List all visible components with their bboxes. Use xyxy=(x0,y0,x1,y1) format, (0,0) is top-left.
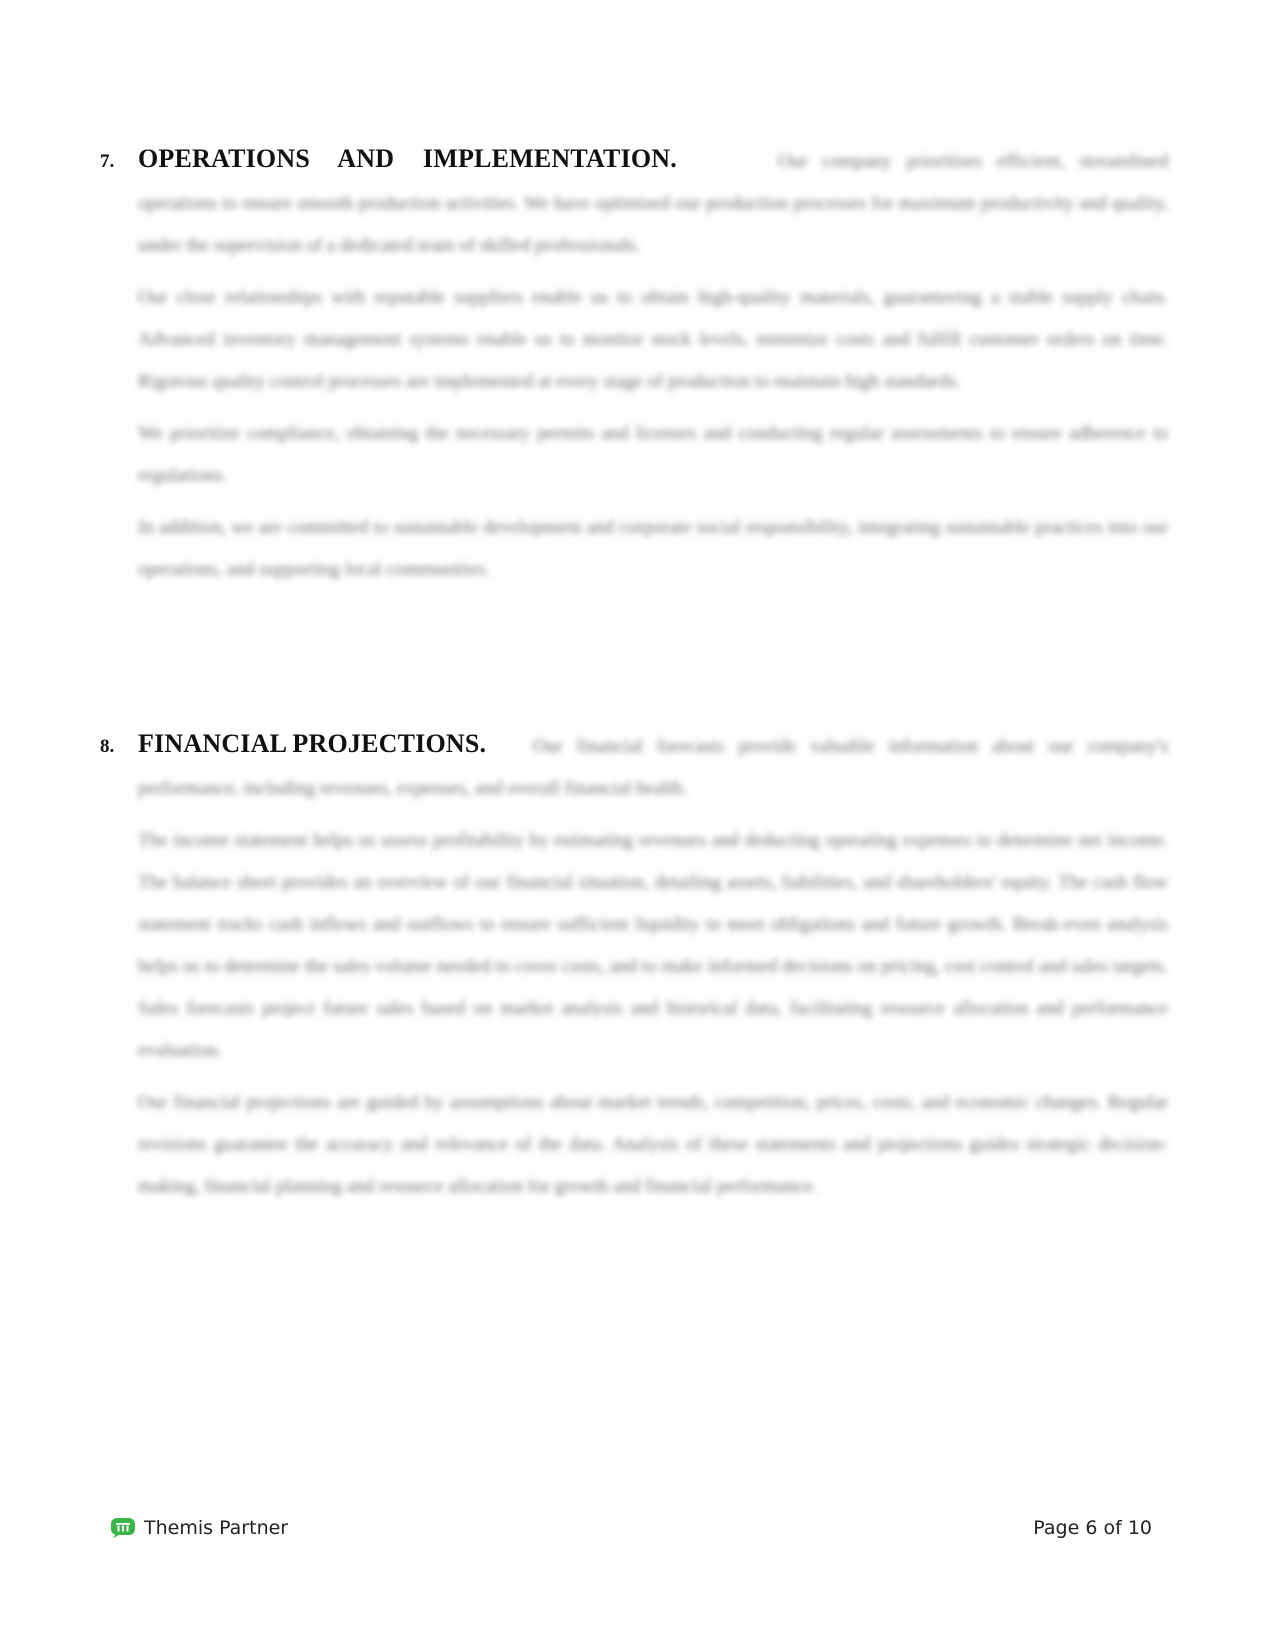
themis-partner-logo-icon xyxy=(110,1517,136,1539)
section-paragraph: Our financial projections are guided by assumptions about market trends, competition, prices, costs, and economic changes. Regular revisions guarantee the accuracy and relevance of the data. Analysis of these statements and projections guides strategic decision-making, financial planning and resource allocation for growth and financial performance. xyxy=(138,1092,1168,1197)
page-number: Page 6 of 10 xyxy=(1033,1517,1152,1539)
section-title: FINANCIAL PROJECTIONS. xyxy=(138,729,487,758)
section-title: OPERATIONS AND IMPLEMENTATION. xyxy=(138,144,677,173)
section-financial-projections xyxy=(100,723,1168,1208)
section-paragraph: In addition, we are committed to sustainable development and corporate social responsibility, integrating sustainable practices into our operations, and supporting local communities. xyxy=(138,517,1168,580)
section-paragraph: We prioritize compliance, obtaining the necessary permits and licenses and conducting regular assessments to ensure adherence to regulations. xyxy=(138,423,1168,486)
section-number: 8. xyxy=(100,736,115,757)
footer-brand-name: Themis Partner xyxy=(144,1517,289,1539)
footer-brand xyxy=(110,1517,288,1539)
section-operations xyxy=(100,138,1168,591)
section-number: 7. xyxy=(100,151,115,172)
page-footer xyxy=(110,1513,1152,1543)
section-paragraph: Our close relationships with reputable suppliers enable us to obtain high-quality materials, guaranteeing a stable supply chain. Advanced inventory management systems enable us to monitor stock levels, minimize costs and fulfill customer orders on time. Rigorous quality control processes are implemented at every stage of production to maintain high standards. xyxy=(138,287,1168,392)
section-paragraph: The income statement helps us assess profitability by estimating revenues and deducting operating expenses to determine net income. The balance sheet provides an overview of our financial situation, detailing assets, liabilities, and shareholders' equity. The cash flow statement tracks cash inflows and outflows to ensure sufficient liquidity to meet obligations and future growth. Break-even analysis helps us to determine the sales volume needed to cover costs, and to make informed decisions on pricing, cost control and sales targets. Sales forecasts project future sales based on market analysis and historical data, facilitating resource allocation and performance evaluation. xyxy=(138,830,1168,1061)
section-lead-text: Our company prioritises efficient, streamlined operations to ensure smooth production activities. We have optimised our production processes for maximum productivity and quality, under the supervision of a dedicated team of skilled professionals. xyxy=(138,151,1168,256)
section-lead-text: Our financial forecasts provide valuable information about our company's performance, including revenues, expenses, and overall financial health. xyxy=(138,736,1168,799)
